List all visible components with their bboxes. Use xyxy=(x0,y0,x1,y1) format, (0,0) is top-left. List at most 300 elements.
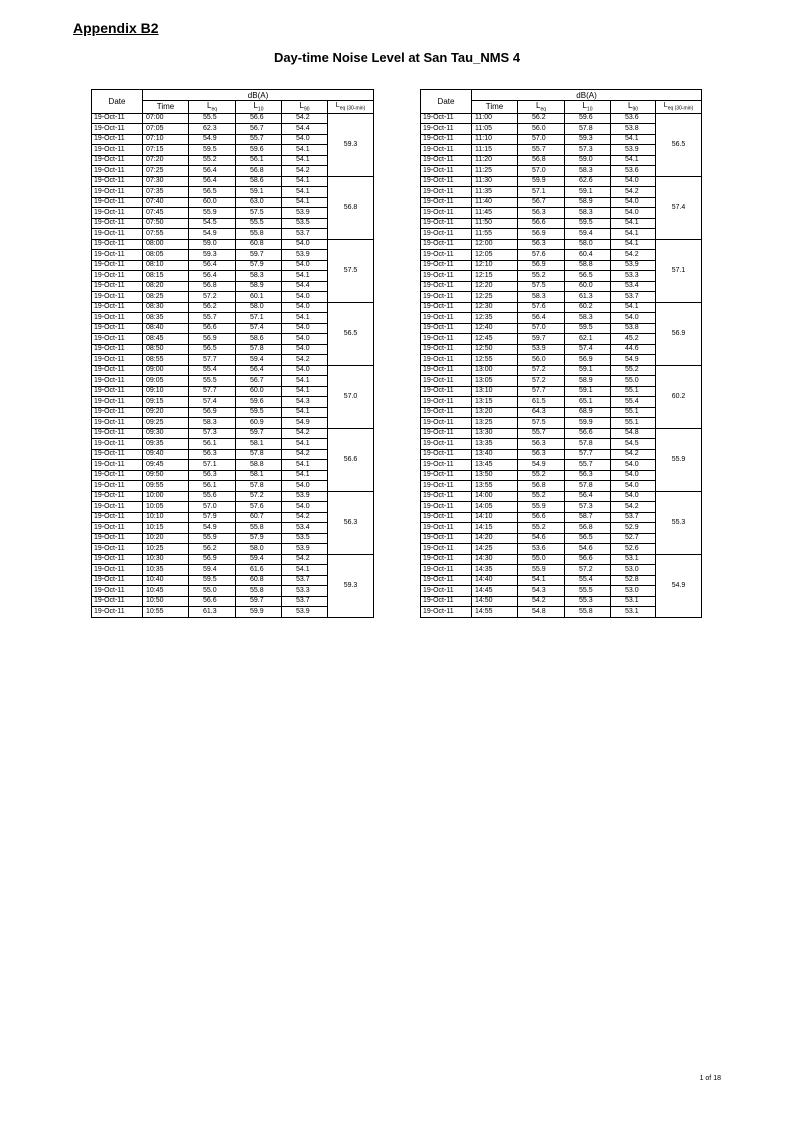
date-cell: 19-Oct-11 xyxy=(421,596,472,607)
leq30-cell: 56.5 xyxy=(656,113,702,176)
l10-header xyxy=(565,101,611,114)
time-cell: 12:00 xyxy=(472,239,518,250)
leq-cell: 56.8 xyxy=(518,481,565,492)
l10-cell: 58.6 xyxy=(236,334,282,345)
l90-cell: 55.1 xyxy=(611,407,656,418)
l10-cell: 59.9 xyxy=(236,607,282,618)
leq-cell: 55.5 xyxy=(189,113,236,124)
date-cell: 19-Oct-11 xyxy=(92,607,143,618)
l90-cell: 54.1 xyxy=(611,134,656,145)
noise-table-right xyxy=(420,89,702,618)
leq30-cell: 55.9 xyxy=(656,428,702,491)
date-cell: 19-Oct-11 xyxy=(421,386,472,397)
l10-cell: 58.1 xyxy=(236,470,282,481)
time-cell: 08:00 xyxy=(143,239,189,250)
l90-cell: 54.2 xyxy=(282,113,328,124)
l10-cell: 59.4 xyxy=(236,355,282,366)
l10-cell: 57.9 xyxy=(236,260,282,271)
page-number: 1 of 18 xyxy=(699,1075,721,1082)
l10-cell: 55.3 xyxy=(565,596,611,607)
leq-cell: 54.8 xyxy=(518,607,565,618)
leq-cell: 55.0 xyxy=(518,554,565,565)
l10-cell: 59.1 xyxy=(565,365,611,376)
time-cell: 13:30 xyxy=(472,428,518,439)
l10-cell: 56.1 xyxy=(236,155,282,166)
l90-cell: 54.1 xyxy=(611,229,656,240)
l10-cell: 57.8 xyxy=(236,344,282,355)
date-cell: 19-Oct-11 xyxy=(92,533,143,544)
leq-cell: 59.3 xyxy=(189,250,236,261)
l90-cell: 53.8 xyxy=(611,323,656,334)
table-row xyxy=(421,491,702,502)
l10-cell: 61.6 xyxy=(236,565,282,576)
l10-cell: 56.6 xyxy=(236,113,282,124)
date-cell: 19-Oct-11 xyxy=(92,355,143,366)
leq30-header-subscript: eq (30-min) xyxy=(667,105,694,112)
l90-cell: 53.0 xyxy=(611,565,656,576)
l90-cell: 52.6 xyxy=(611,544,656,555)
time-cell: 08:25 xyxy=(143,292,189,303)
leq-cell: 56.4 xyxy=(518,313,565,324)
date-cell: 19-Oct-11 xyxy=(421,344,472,355)
date-cell: 19-Oct-11 xyxy=(92,397,143,408)
leq-cell: 56.3 xyxy=(518,439,565,450)
time-cell: 07:00 xyxy=(143,113,189,124)
leq-cell: 58.3 xyxy=(518,292,565,303)
l90-cell: 54.8 xyxy=(611,428,656,439)
l90-cell: 54.1 xyxy=(282,187,328,198)
leq-cell: 57.0 xyxy=(518,166,565,177)
date-cell: 19-Oct-11 xyxy=(92,155,143,166)
l90-cell: 54.0 xyxy=(282,334,328,345)
date-cell: 19-Oct-11 xyxy=(92,187,143,198)
time-cell: 14:40 xyxy=(472,575,518,586)
date-cell: 19-Oct-11 xyxy=(92,502,143,513)
leq-cell: 56.6 xyxy=(518,218,565,229)
dba-header: dB(A) xyxy=(472,90,702,101)
date-cell: 19-Oct-11 xyxy=(92,460,143,471)
l10-cell: 65.1 xyxy=(565,397,611,408)
leq-cell: 62.3 xyxy=(189,124,236,135)
time-cell: 09:20 xyxy=(143,407,189,418)
leq-cell: 53.6 xyxy=(518,544,565,555)
l90-cell: 54.1 xyxy=(611,239,656,250)
time-cell: 14:35 xyxy=(472,565,518,576)
leq-cell: 55.4 xyxy=(189,365,236,376)
l90-cell: 53.9 xyxy=(282,607,328,618)
l90-cell: 53.9 xyxy=(611,145,656,156)
leq30-header-symbol: L xyxy=(663,102,668,110)
date-cell: 19-Oct-11 xyxy=(92,596,143,607)
l90-header-symbol: L xyxy=(299,101,304,110)
l10-header-symbol: L xyxy=(253,101,258,110)
l10-cell: 58.3 xyxy=(565,166,611,177)
time-cell: 14:45 xyxy=(472,586,518,597)
l90-cell: 53.7 xyxy=(282,596,328,607)
time-cell: 09:25 xyxy=(143,418,189,429)
time-cell: 11:30 xyxy=(472,176,518,187)
l10-cell: 57.2 xyxy=(565,565,611,576)
date-cell: 19-Oct-11 xyxy=(421,281,472,292)
date-cell: 19-Oct-11 xyxy=(92,376,143,387)
date-cell: 19-Oct-11 xyxy=(92,124,143,135)
leq-cell: 57.2 xyxy=(189,292,236,303)
time-cell: 11:05 xyxy=(472,124,518,135)
leq-cell: 55.2 xyxy=(189,155,236,166)
leq-cell: 56.6 xyxy=(189,596,236,607)
l10-cell: 59.5 xyxy=(565,323,611,334)
l90-cell: 53.3 xyxy=(282,586,328,597)
time-cell: 11:55 xyxy=(472,229,518,240)
leq-cell: 56.8 xyxy=(189,281,236,292)
leq-cell: 59.5 xyxy=(189,575,236,586)
l10-cell: 59.6 xyxy=(565,113,611,124)
table-row xyxy=(92,554,374,565)
time-cell: 12:25 xyxy=(472,292,518,303)
date-cell: 19-Oct-11 xyxy=(92,386,143,397)
date-cell: 19-Oct-11 xyxy=(421,502,472,513)
leq-cell: 55.6 xyxy=(189,491,236,502)
l10-cell: 55.8 xyxy=(236,586,282,597)
l90-cell: 54.1 xyxy=(282,439,328,450)
date-cell: 19-Oct-11 xyxy=(92,313,143,324)
date-cell: 19-Oct-11 xyxy=(92,481,143,492)
leq-cell: 56.4 xyxy=(189,271,236,282)
l90-cell: 54.2 xyxy=(611,502,656,513)
l90-cell: 54.0 xyxy=(282,344,328,355)
l10-cell: 59.6 xyxy=(236,397,282,408)
time-cell: 12:15 xyxy=(472,271,518,282)
time-cell: 12:45 xyxy=(472,334,518,345)
l90-cell: 53.0 xyxy=(611,586,656,597)
l90-cell: 54.1 xyxy=(282,386,328,397)
l10-cell: 59.1 xyxy=(565,386,611,397)
leq-cell: 55.2 xyxy=(518,271,565,282)
leq30-cell: 60.2 xyxy=(656,365,702,428)
appendix-heading: Appendix B2 xyxy=(73,20,159,36)
date-cell: 19-Oct-11 xyxy=(421,355,472,366)
l90-cell: 53.1 xyxy=(611,596,656,607)
l10-cell: 61.3 xyxy=(565,292,611,303)
date-cell: 19-Oct-11 xyxy=(421,113,472,124)
l90-cell: 54.1 xyxy=(282,176,328,187)
l10-cell: 57.8 xyxy=(565,439,611,450)
date-cell: 19-Oct-11 xyxy=(92,439,143,450)
time-cell: 07:50 xyxy=(143,218,189,229)
time-cell: 14:10 xyxy=(472,512,518,523)
date-cell: 19-Oct-11 xyxy=(92,407,143,418)
leq30-cell: 57.5 xyxy=(328,239,374,302)
leq-cell: 56.3 xyxy=(518,239,565,250)
l10-cell: 60.7 xyxy=(236,512,282,523)
date-cell: 19-Oct-11 xyxy=(421,166,472,177)
l90-cell: 53.9 xyxy=(282,250,328,261)
leq-cell: 54.9 xyxy=(189,134,236,145)
leq-cell: 57.7 xyxy=(189,386,236,397)
date-cell: 19-Oct-11 xyxy=(421,197,472,208)
noise-table-left xyxy=(91,89,374,618)
time-cell: 07:20 xyxy=(143,155,189,166)
time-cell: 09:45 xyxy=(143,460,189,471)
leq-cell: 57.6 xyxy=(518,250,565,261)
table-row xyxy=(92,302,374,313)
date-cell: 19-Oct-11 xyxy=(92,554,143,565)
leq30-header-subscript: eq (30-min) xyxy=(339,105,366,112)
time-cell: 10:00 xyxy=(143,491,189,502)
time-cell: 08:05 xyxy=(143,250,189,261)
leq30-cell: 56.6 xyxy=(328,428,374,491)
time-cell: 12:40 xyxy=(472,323,518,334)
leq30-header-symbol: L xyxy=(335,102,340,110)
date-cell: 19-Oct-11 xyxy=(92,218,143,229)
l10-cell: 59.7 xyxy=(236,250,282,261)
date-header: Date xyxy=(92,90,143,114)
l90-cell: 54.2 xyxy=(611,449,656,460)
leq30-cell: 56.3 xyxy=(328,491,374,554)
l90-cell: 53.9 xyxy=(282,544,328,555)
leq-header-symbol: L xyxy=(535,101,541,110)
time-cell: 13:20 xyxy=(472,407,518,418)
date-cell: 19-Oct-11 xyxy=(92,208,143,219)
time-cell: 10:20 xyxy=(143,533,189,544)
time-cell: 09:40 xyxy=(143,449,189,460)
l10-header-subscript: 10 xyxy=(586,106,593,113)
time-cell: 12:20 xyxy=(472,281,518,292)
date-cell: 19-Oct-11 xyxy=(92,491,143,502)
l90-cell: 54.1 xyxy=(611,302,656,313)
time-cell: 11:35 xyxy=(472,187,518,198)
date-cell: 19-Oct-11 xyxy=(92,229,143,240)
time-cell: 11:20 xyxy=(472,155,518,166)
l10-cell: 57.3 xyxy=(565,145,611,156)
l10-cell: 54.6 xyxy=(565,544,611,555)
leq-cell: 56.3 xyxy=(518,208,565,219)
time-cell: 10:10 xyxy=(143,512,189,523)
table-row xyxy=(421,302,702,313)
time-header: Time xyxy=(472,101,518,114)
date-cell: 19-Oct-11 xyxy=(421,250,472,261)
l10-cell: 58.1 xyxy=(236,439,282,450)
leq-cell: 57.7 xyxy=(518,386,565,397)
l90-cell: 54.2 xyxy=(611,187,656,198)
time-cell: 13:10 xyxy=(472,386,518,397)
leq-cell: 57.0 xyxy=(518,323,565,334)
time-cell: 08:35 xyxy=(143,313,189,324)
l90-cell: 55.1 xyxy=(611,418,656,429)
time-cell: 07:15 xyxy=(143,145,189,156)
l90-cell: 54.0 xyxy=(611,176,656,187)
date-cell: 19-Oct-11 xyxy=(421,302,472,313)
leq-cell: 56.2 xyxy=(189,302,236,313)
l90-cell: 53.5 xyxy=(282,218,328,229)
l90-cell: 54.0 xyxy=(282,481,328,492)
time-cell: 13:00 xyxy=(472,365,518,376)
leq-cell: 55.7 xyxy=(518,428,565,439)
date-cell: 19-Oct-11 xyxy=(421,134,472,145)
l10-cell: 56.4 xyxy=(236,365,282,376)
leq30-cell: 57.1 xyxy=(656,239,702,302)
time-cell: 08:40 xyxy=(143,323,189,334)
l90-cell: 54.0 xyxy=(611,491,656,502)
l10-cell: 58.3 xyxy=(565,313,611,324)
l10-cell: 62.6 xyxy=(565,176,611,187)
time-cell: 07:45 xyxy=(143,208,189,219)
l90-cell: 54.4 xyxy=(282,124,328,135)
l10-cell: 59.9 xyxy=(565,418,611,429)
l90-cell: 54.2 xyxy=(282,428,328,439)
date-cell: 19-Oct-11 xyxy=(92,365,143,376)
date-cell: 19-Oct-11 xyxy=(421,428,472,439)
l90-cell: 54.1 xyxy=(282,155,328,166)
leq-cell: 55.9 xyxy=(189,533,236,544)
l90-cell: 54.3 xyxy=(282,397,328,408)
date-cell: 19-Oct-11 xyxy=(421,607,472,618)
leq-cell: 57.0 xyxy=(518,134,565,145)
time-cell: 09:10 xyxy=(143,386,189,397)
l10-cell: 57.4 xyxy=(565,344,611,355)
leq-cell: 64.3 xyxy=(518,407,565,418)
time-cell: 10:25 xyxy=(143,544,189,555)
l90-cell: 54.1 xyxy=(282,470,328,481)
leq-cell: 57.2 xyxy=(518,376,565,387)
leq-cell: 55.2 xyxy=(518,470,565,481)
date-cell: 19-Oct-11 xyxy=(92,418,143,429)
date-cell: 19-Oct-11 xyxy=(421,124,472,135)
leq-cell: 57.0 xyxy=(189,502,236,513)
l10-cell: 58.0 xyxy=(565,239,611,250)
time-cell: 13:05 xyxy=(472,376,518,387)
l90-cell: 45.2 xyxy=(611,334,656,345)
table-row xyxy=(421,176,702,187)
l90-cell: 54.0 xyxy=(282,292,328,303)
date-cell: 19-Oct-11 xyxy=(92,197,143,208)
l90-header-symbol: L xyxy=(627,101,633,110)
l10-cell: 55.8 xyxy=(236,523,282,534)
table-row xyxy=(92,239,374,250)
l90-cell: 54.1 xyxy=(282,145,328,156)
l90-cell: 54.2 xyxy=(282,355,328,366)
time-cell: 08:30 xyxy=(143,302,189,313)
l90-cell: 53.7 xyxy=(282,575,328,586)
l90-cell: 53.7 xyxy=(282,229,328,240)
date-cell: 19-Oct-11 xyxy=(92,565,143,576)
l90-cell: 54.1 xyxy=(282,565,328,576)
date-cell: 19-Oct-11 xyxy=(92,239,143,250)
l10-cell: 58.9 xyxy=(236,281,282,292)
l10-cell: 57.9 xyxy=(236,533,282,544)
date-cell: 19-Oct-11 xyxy=(421,554,472,565)
time-cell: 11:00 xyxy=(472,113,518,124)
l10-cell: 56.3 xyxy=(565,470,611,481)
l10-cell: 57.2 xyxy=(236,491,282,502)
time-cell: 08:50 xyxy=(143,344,189,355)
leq-cell: 56.4 xyxy=(189,166,236,177)
leq30-cell: 54.9 xyxy=(656,554,702,617)
time-cell: 14:00 xyxy=(472,491,518,502)
time-header: Time xyxy=(143,101,189,114)
l10-cell: 57.1 xyxy=(236,313,282,324)
time-cell: 11:50 xyxy=(472,218,518,229)
l10-cell: 56.5 xyxy=(565,271,611,282)
l90-cell: 54.0 xyxy=(611,208,656,219)
table-row xyxy=(92,491,374,502)
l10-cell: 58.6 xyxy=(236,176,282,187)
l90-cell: 52.9 xyxy=(611,523,656,534)
leq-cell: 57.5 xyxy=(518,418,565,429)
date-cell: 19-Oct-11 xyxy=(421,407,472,418)
leq-cell: 59.7 xyxy=(518,334,565,345)
l10-cell: 58.8 xyxy=(565,260,611,271)
date-cell: 19-Oct-11 xyxy=(92,544,143,555)
l10-cell: 60.8 xyxy=(236,575,282,586)
time-cell: 09:15 xyxy=(143,397,189,408)
date-cell: 19-Oct-11 xyxy=(421,439,472,450)
leq-cell: 57.4 xyxy=(189,397,236,408)
l10-cell: 59.0 xyxy=(565,155,611,166)
date-cell: 19-Oct-11 xyxy=(92,575,143,586)
leq-cell: 56.9 xyxy=(518,229,565,240)
l90-cell: 54.1 xyxy=(282,197,328,208)
l90-header-subscript: 90 xyxy=(303,106,310,113)
l90-cell: 55.2 xyxy=(611,365,656,376)
l10-cell: 59.3 xyxy=(565,134,611,145)
time-cell: 11:45 xyxy=(472,208,518,219)
date-cell: 19-Oct-11 xyxy=(92,449,143,460)
l90-cell: 54.0 xyxy=(282,260,328,271)
table-row xyxy=(421,365,702,376)
time-cell: 10:05 xyxy=(143,502,189,513)
l90-cell: 54.1 xyxy=(282,376,328,387)
time-cell: 10:45 xyxy=(143,586,189,597)
time-cell: 08:20 xyxy=(143,281,189,292)
l90-cell: 53.9 xyxy=(611,260,656,271)
leq30-cell: 56.5 xyxy=(328,302,374,365)
l10-cell: 56.6 xyxy=(565,554,611,565)
date-cell: 19-Oct-11 xyxy=(92,271,143,282)
date-cell: 19-Oct-11 xyxy=(92,113,143,124)
leq-cell: 56.6 xyxy=(189,323,236,334)
leq-cell: 57.9 xyxy=(189,512,236,523)
date-cell: 19-Oct-11 xyxy=(421,145,472,156)
l10-cell: 55.8 xyxy=(565,607,611,618)
leq-cell: 55.9 xyxy=(518,502,565,513)
leq-cell: 54.9 xyxy=(518,460,565,471)
date-cell: 19-Oct-11 xyxy=(421,544,472,555)
leq30-cell: 57.4 xyxy=(656,176,702,239)
time-cell: 12:30 xyxy=(472,302,518,313)
date-cell: 19-Oct-11 xyxy=(92,344,143,355)
date-cell: 19-Oct-11 xyxy=(92,334,143,345)
time-cell: 09:00 xyxy=(143,365,189,376)
l90-cell: 44.6 xyxy=(611,344,656,355)
l10-cell: 57.8 xyxy=(236,449,282,460)
l10-cell: 56.8 xyxy=(565,523,611,534)
l90-cell: 54.2 xyxy=(282,449,328,460)
l10-cell: 55.7 xyxy=(565,460,611,471)
table-row xyxy=(92,113,374,124)
leq-cell: 56.9 xyxy=(189,334,236,345)
l10-cell: 60.4 xyxy=(565,250,611,261)
l90-cell: 53.7 xyxy=(611,292,656,303)
date-cell: 19-Oct-11 xyxy=(421,334,472,345)
date-cell: 19-Oct-11 xyxy=(421,586,472,597)
time-cell: 13:45 xyxy=(472,460,518,471)
l90-cell: 53.1 xyxy=(611,607,656,618)
l90-header xyxy=(611,101,656,114)
l90-cell: 54.1 xyxy=(282,460,328,471)
l90-cell: 54.0 xyxy=(611,460,656,471)
leq-cell: 57.3 xyxy=(189,428,236,439)
